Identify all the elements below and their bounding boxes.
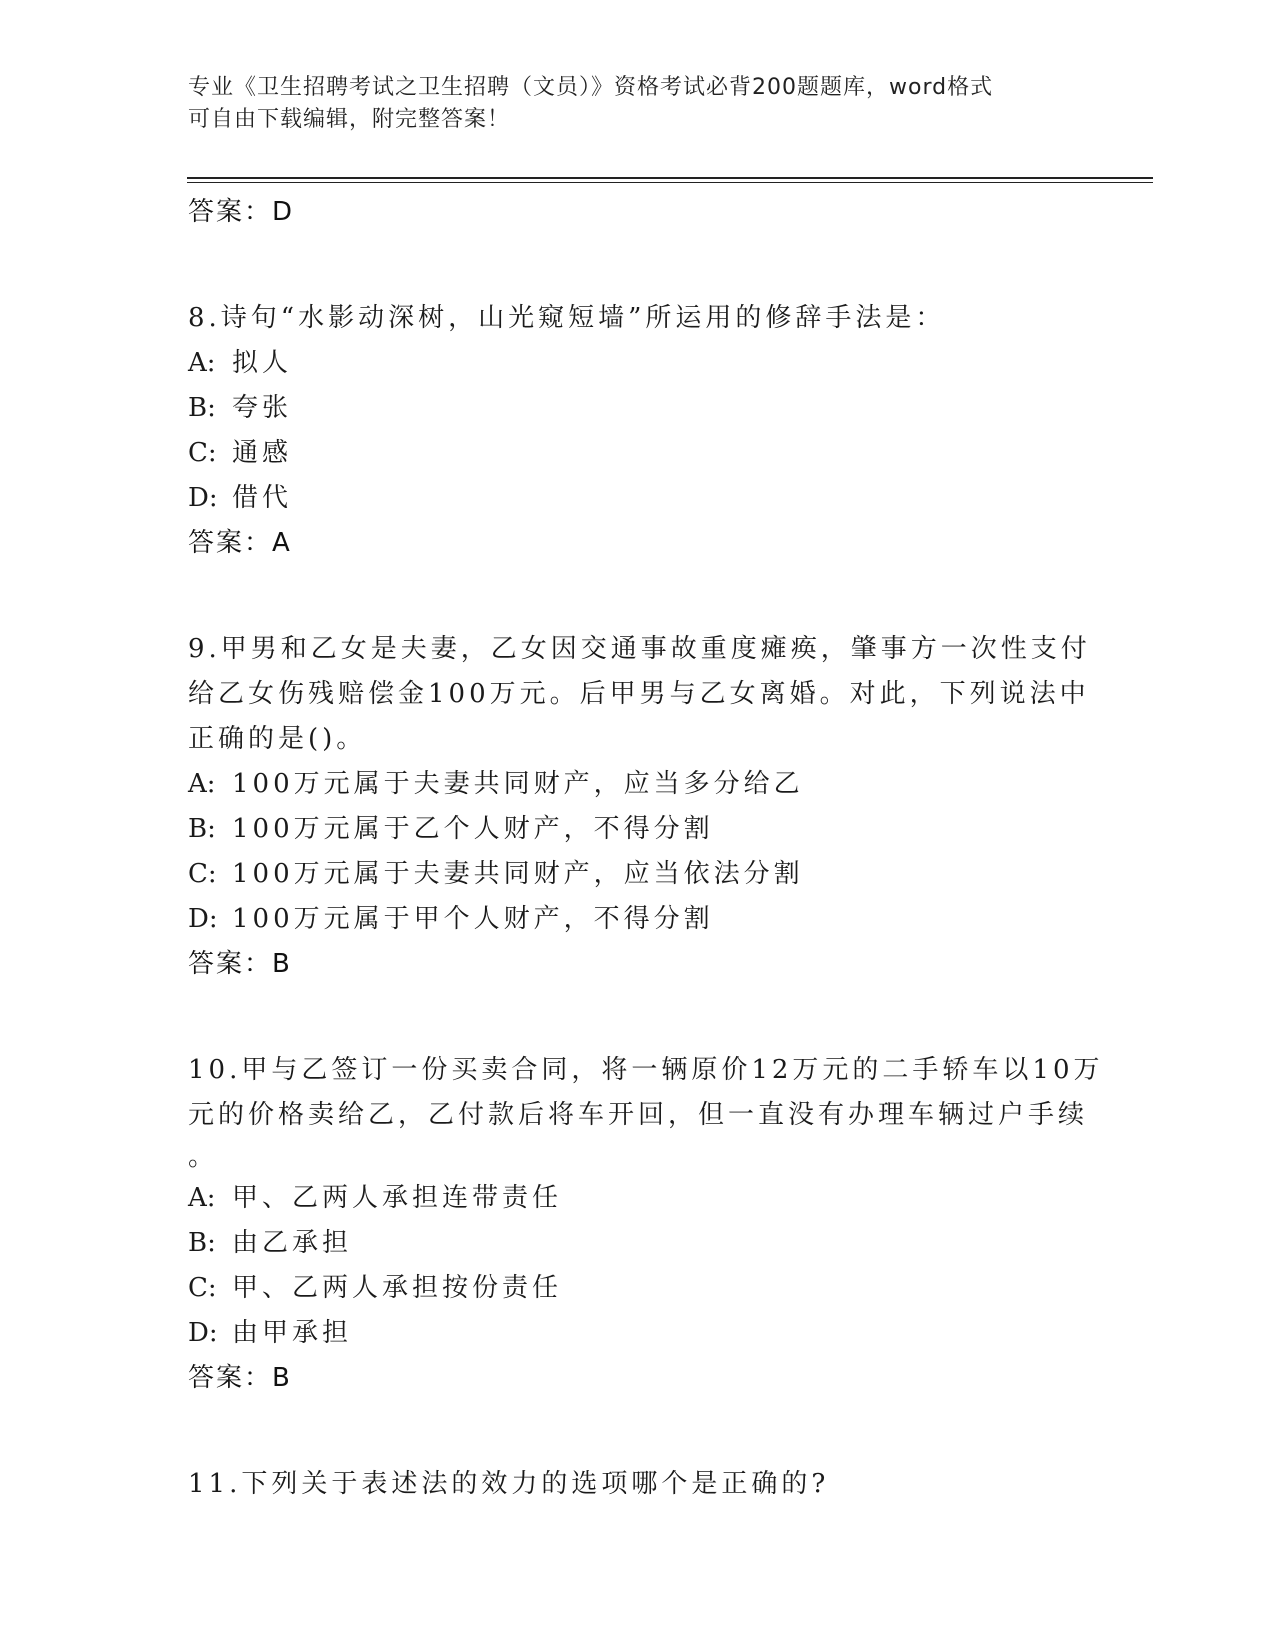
question-list <box>188 190 1104 1507</box>
option-a <box>188 762 1088 807</box>
question-text-line-2: 给乙女伤残赔偿金100万元。后甲男与乙女离婚。对此，下列说法中 <box>188 679 1090 709</box>
option-text: 甲、乙两人承担按份责任 <box>232 1273 563 1303</box>
option-text: 甲、乙两人承担连带责任 <box>232 1183 563 1213</box>
option-c <box>188 431 1088 476</box>
option-letter: A: <box>188 348 216 378</box>
question-8 <box>188 296 1088 565</box>
option-letter: B: <box>188 393 216 423</box>
option-letter: D: <box>188 1318 218 1348</box>
option-text: 拟人 <box>232 348 293 378</box>
header-divider-thick <box>187 177 1153 179</box>
option-text: 借代 <box>232 483 293 513</box>
option-d <box>188 476 1088 521</box>
option-letter: B: <box>188 1228 216 1258</box>
option-text: 夸张 <box>232 393 293 423</box>
header-title-line-1: 专业《卫生招聘考试之卫生招聘（文员）》资格考试必背200题题库，word格式 <box>188 75 994 100</box>
option-text: 100万元属于甲个人财产，不得分割 <box>232 904 714 934</box>
question-10 <box>188 1048 1104 1400</box>
option-b <box>188 1221 1088 1266</box>
option-letter: C: <box>188 859 217 889</box>
option-a <box>188 341 1088 386</box>
option-d <box>188 897 1088 942</box>
previous-question-answer: 答案：D <box>188 197 295 227</box>
option-letter: C: <box>188 438 217 468</box>
option-text: 由乙承担 <box>232 1228 353 1258</box>
option-text: 100万元属于夫妻共同财产，应当多分给乙 <box>232 769 804 799</box>
question-text-line-1: 9.甲男和乙女是夫妻，乙女因交通事故重度瘫痪，肇事方一次性支付 <box>188 634 1091 664</box>
header-title-line-2: 可自由下载编辑，附完整答案！ <box>188 107 511 132</box>
option-text: 100万元属于乙个人财产，不得分割 <box>232 814 714 844</box>
answer-label: 答案：B <box>188 949 292 979</box>
question-text: 11.下列关于表述法的效力的选项哪个是正确的? <box>188 1469 830 1499</box>
option-text: 通感 <box>232 438 293 468</box>
option-b <box>188 386 1088 431</box>
question-text-line-1: 10.甲与乙签订一份买卖合同，将一辆原价12万元的二手轿车以10万 <box>188 1055 1104 1085</box>
option-letter: C: <box>188 1273 217 1303</box>
option-a <box>188 1176 1088 1221</box>
question-9 <box>188 627 1091 986</box>
question-11 <box>188 1462 1088 1507</box>
question-text-line-2: 元的价格卖给乙，乙付款后将车开回，但一直没有办理车辆过户手续 <box>188 1100 1089 1130</box>
question-text: 8.诗句“水影动深树，山光窥短墙”所运用的修辞手法是： <box>188 303 946 333</box>
option-c <box>188 852 1088 897</box>
option-letter: A: <box>188 1183 216 1213</box>
option-text: 100万元属于夫妻共同财产，应当依法分割 <box>232 859 804 889</box>
answer-label: 答案：B <box>188 1363 292 1393</box>
header-divider-thin <box>187 182 1153 183</box>
option-c <box>188 1266 1088 1311</box>
answer-label: 答案：A <box>188 528 292 558</box>
option-letter: D: <box>188 483 218 513</box>
option-d <box>188 1311 1088 1356</box>
option-text: 由甲承担 <box>232 1318 353 1348</box>
option-letter: D: <box>188 904 218 934</box>
question-text-line-3: 。 <box>188 1142 219 1172</box>
question-text-line-3: 正确的是()。 <box>188 724 367 754</box>
option-b <box>188 807 1088 852</box>
document-header <box>188 72 1068 136</box>
option-letter: A: <box>188 769 216 799</box>
option-letter: B: <box>188 814 216 844</box>
